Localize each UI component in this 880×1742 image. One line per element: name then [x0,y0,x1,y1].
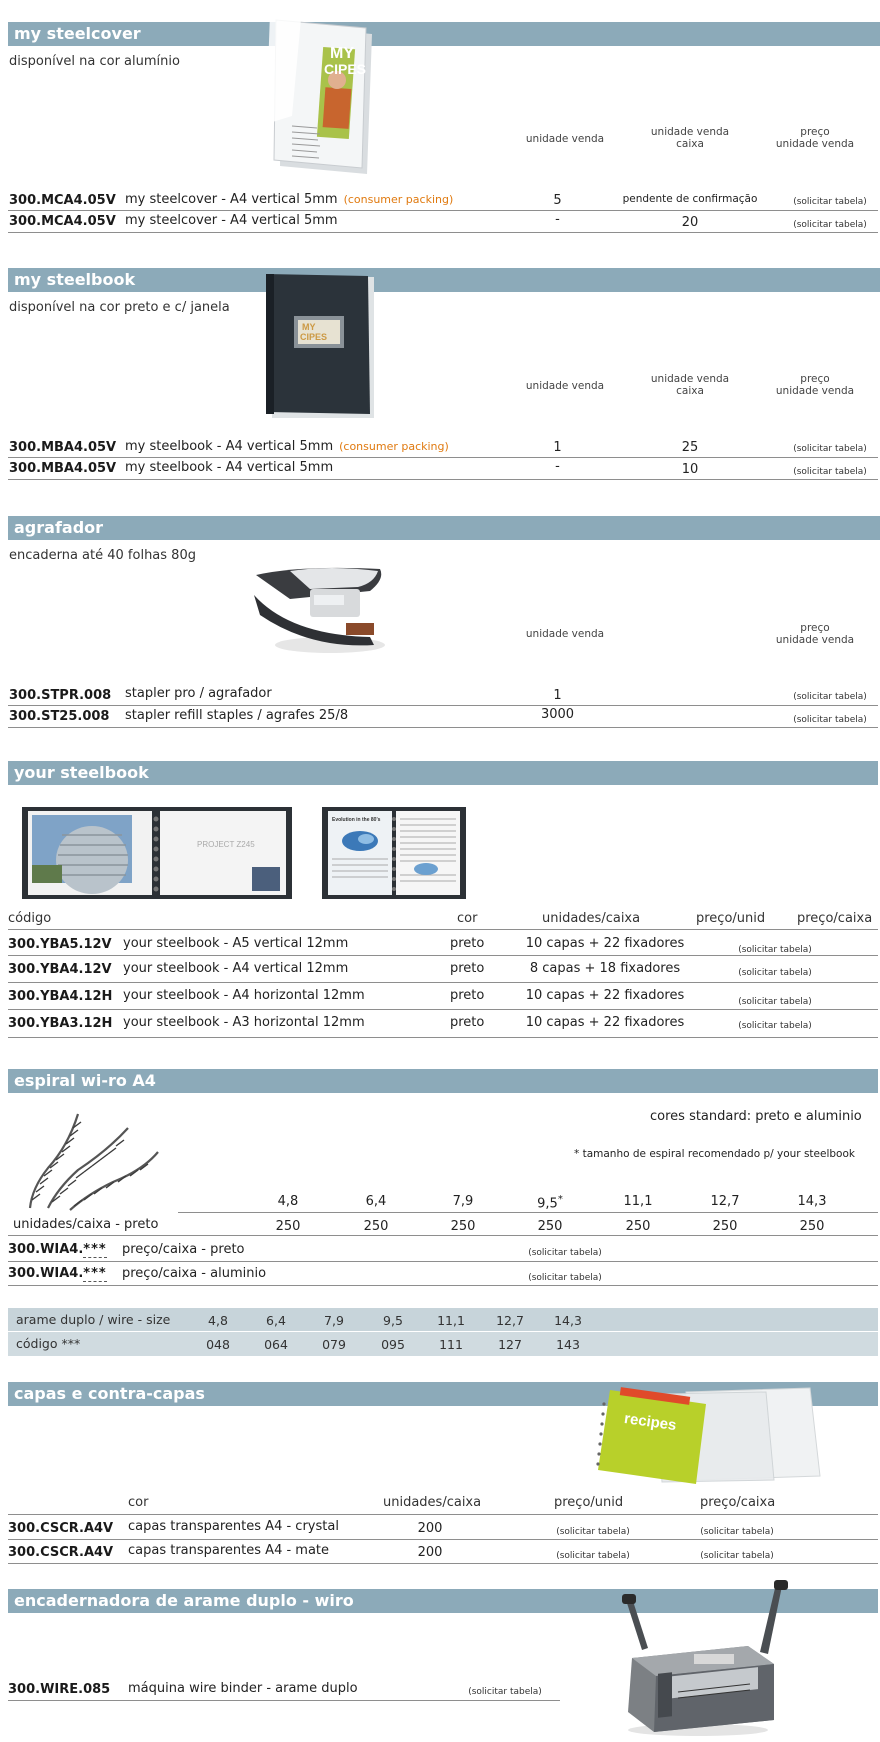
stapler-product-image [250,565,390,660]
units-value: 250 [537,1219,563,1234]
section-title: my steelbook [14,270,136,289]
price-value: (solicitar tabela) [738,1021,812,1031]
box-value: pendente de confirmação [622,193,758,205]
unit-price-value: (solicitar tabela) [556,1527,630,1537]
your-steelbook-image-vertical [322,805,466,900]
section-title: your steelbook [14,763,149,782]
size-value: 7,9 [452,1194,474,1209]
section-subtitle: disponível na cor preto e c/ janela [9,300,230,315]
wire-size-label: arame duplo / wire - size [16,1312,171,1327]
row-divider [8,982,878,983]
header-unit: unidade venda [525,380,605,392]
steelcover-product-image [262,6,382,176]
section-header-steelbook [8,268,880,292]
window-text: MY [302,322,316,332]
product-description: my steelcover - A4 vertical 5mm [125,213,338,228]
image-caption-2: Evolution in the 80's [332,817,381,823]
wire-size-value: 6,4 [266,1313,286,1328]
price-value: (solicitar tabela) [738,968,812,978]
row-divider [8,457,878,458]
product-code: 300.YBA3.12H [8,1016,113,1031]
units-value: 8 capas + 18 fixadores [529,961,681,976]
column-header-units: unidades/caixa [542,911,641,926]
price-value: (solicitar tabela) [738,945,812,955]
units-value: 200 [417,1545,443,1560]
section-subtitle: encaderna até 40 folhas 80g [9,548,196,563]
unit-value: 1 [553,688,562,703]
product-description: capas transparentes A4 - crystal [128,1519,339,1534]
units-value: 200 [417,1521,443,1536]
row-divider [178,1212,878,1213]
product-description: my steelbook - A4 vertical 5mm [125,460,334,475]
unit-value: 5 [553,193,562,208]
consumer-packing-tag: (consumer packing) [343,193,454,206]
product-description: my steelbook - A4 vertical 5mm (consumer packing) [125,439,449,454]
section-subtitle: disponível na cor alumínio [9,54,180,69]
row-divider [8,210,878,211]
wire-code-value: 048 [206,1337,230,1352]
units-value: 250 [363,1219,389,1234]
product-code: 300.ST25.008 [9,709,110,724]
column-header-code: código [8,911,52,926]
product-color: preto [450,1015,485,1030]
row-divider [8,727,878,728]
product-description: your steelbook - A3 horizontal 12mm [123,1015,365,1030]
colors-note: cores standard: preto e aluminio [650,1109,862,1124]
product-code: 300.MBA4.05V [9,461,117,476]
header-box: unidade venda caixa [650,126,730,150]
size-value: 6,4 [365,1194,387,1209]
consumer-packing-tag: (consumer packing) [339,440,449,453]
units-value: 250 [712,1219,738,1234]
price-value: (solicitar tabela) [793,467,867,477]
product-description: my steelcover - A4 vertical 5mm (consumer packing) [125,192,454,207]
product-description: preço/caixa - preto [122,1242,245,1257]
product-code: 300.WIRE.085 [8,1682,111,1697]
column-header-unit-price: preço/unid [554,1495,624,1510]
product-code: 300.MCA4.05V [9,214,116,229]
product-code: 300.MBA4.05V [9,440,117,455]
box-price-value: (solicitar tabela) [700,1527,774,1537]
product-description: your steelbook - A4 vertical 12mm [123,961,349,976]
wire-size-value: 14,3 [554,1313,582,1328]
code-wildcard: *** [61,1336,81,1351]
row-divider [8,705,878,706]
section-title: encadernadora de arame duplo - wiro [14,1591,354,1610]
box-value: 20 [681,215,699,230]
product-color: preto [450,961,485,976]
row-divider [8,929,878,930]
product-description: your steelbook - A4 horizontal 12mm [123,988,365,1003]
unit-value: 1 [553,440,562,455]
box-price-value: (solicitar tabela) [700,1551,774,1561]
cover-title-text: MY [330,45,354,62]
cover-title-text-2: CIPES [324,61,367,77]
price-value: (solicitar tabela) [793,444,867,454]
star-note: * tamanho de espiral recomendado p/ your steelbook [574,1148,855,1160]
row-divider [8,1285,878,1286]
price-value: (solicitar tabela) [528,1248,602,1258]
section-title: agrafador [14,518,104,537]
units-value: 250 [625,1219,651,1234]
code-wildcard: *** [83,1242,107,1257]
header-price: preço unidade venda [775,126,855,150]
header-price: preço unidade venda [775,373,855,397]
column-header-box-price: preço/caixa [797,911,873,926]
wire-size-value: 4,8 [208,1313,228,1328]
product-description: capas transparentes A4 - mate [128,1543,330,1558]
size-value: 12,7 [710,1194,740,1209]
unit-value: 3000 [540,707,575,722]
wire-code-value: 079 [322,1337,346,1352]
section-header-agrafador [8,516,880,540]
product-color: preto [450,936,485,951]
your-steelbook-image-horizontal [22,805,292,900]
wire-code-value: 111 [439,1337,463,1352]
product-code: 300.YBA5.12V [8,937,112,952]
price-value: (solicitar tabela) [793,197,867,207]
product-code: 300.CSCR.A4V [8,1545,114,1560]
units-value: 250 [799,1219,825,1234]
code-wildcard: *** [83,1266,107,1281]
product-code: 300.YBA4.12H [8,989,113,1004]
cover-image-text: recipes [623,1410,678,1435]
code-label: código *** [16,1336,81,1351]
section-header-steelcover [8,22,880,46]
header-box: unidade venda caixa [650,373,730,397]
price-value: (solicitar tabela) [468,1687,542,1697]
row-divider [8,1009,878,1010]
units-value: 10 capas + 22 fixadores [525,988,685,1003]
row-divider [8,479,878,480]
recommended-star: * [557,1194,563,1205]
price-value: (solicitar tabela) [793,715,867,725]
wire-size-value: 11,1 [437,1313,465,1328]
product-code: 300.WIA4.*** [8,1266,107,1281]
price-value: (solicitar tabela) [528,1273,602,1283]
row-divider [8,1037,878,1038]
image-caption: PROJECT Z245 [197,840,255,849]
wire-binder-machine-image [598,1580,798,1740]
units-label: unidades/caixa - preto [13,1217,159,1232]
row-divider [8,232,878,233]
size-value: 4,8 [277,1194,299,1209]
section-header-your-steelbook [8,761,878,785]
row-divider [8,1235,878,1236]
product-code: 300.YBA4.12V [8,962,112,977]
units-value: 10 capas + 22 fixadores [525,936,685,951]
column-header-color: cor [128,1495,149,1510]
section-title: espiral wi-ro A4 [14,1071,156,1090]
size-value: 11,1 [623,1194,653,1209]
header-price: preço unidade venda [775,622,855,646]
box-value: 10 [681,462,699,477]
unit-value: - [555,459,560,474]
product-description: preço/caixa - aluminio [122,1266,267,1281]
price-value: (solicitar tabela) [793,692,867,702]
column-header-color: cor [457,911,478,926]
window-text-2: CIPES [300,332,328,342]
price-value: (solicitar tabela) [793,220,867,230]
product-code: 300.CSCR.A4V [8,1521,114,1536]
column-header-unit-price: preço/unid [696,911,766,926]
product-code: 300.MCA4.05V [9,193,116,208]
row-divider [8,1539,878,1540]
wire-size-value: 9,5 [383,1313,403,1328]
row-divider [8,1514,878,1515]
units-value: 10 capas + 22 fixadores [525,1015,685,1030]
price-value: (solicitar tabela) [738,997,812,1007]
product-description: máquina wire binder - arame duplo [128,1681,358,1696]
section-header-espiral [8,1069,878,1093]
row-divider [8,955,878,956]
steelbook-product-image [262,272,382,422]
product-code: 300.WIA4.*** [8,1242,107,1257]
size-value: 14,3 [797,1194,827,1209]
units-value: 250 [450,1219,476,1234]
product-description: stapler pro / agrafador [125,686,272,701]
header-unit: unidade venda [525,628,605,640]
unit-value: - [555,212,560,227]
product-description: your steelbook - A5 vertical 12mm [123,936,349,951]
wire-size-value: 12,7 [496,1313,524,1328]
column-header-box-price: preço/caixa [700,1495,776,1510]
product-description: stapler refill staples / agrafes 25/8 [125,708,349,723]
wire-code-value: 127 [498,1337,522,1352]
wire-size-value: 7,9 [324,1313,344,1328]
product-color: preto [450,988,485,1003]
box-value: 25 [681,440,699,455]
size-value: 9,5* [537,1194,563,1212]
unit-price-value: (solicitar tabela) [556,1551,630,1561]
row-divider [8,1563,878,1564]
product-code: 300.STPR.008 [9,688,112,703]
row-divider [8,1700,560,1701]
units-value: 250 [275,1219,301,1234]
header-unit: unidade venda [525,133,605,145]
column-header-units: unidades/caixa [383,1495,482,1510]
section-title: capas e contra-capas [14,1384,205,1403]
covers-product-image [596,1384,826,1484]
wire-code-value: 143 [556,1337,580,1352]
row-divider [8,1261,878,1262]
section-title: my steelcover [14,24,141,43]
wire-code-value: 095 [381,1337,405,1352]
wire-code-value: 064 [264,1337,288,1352]
wire-spiral-image [18,1108,168,1213]
